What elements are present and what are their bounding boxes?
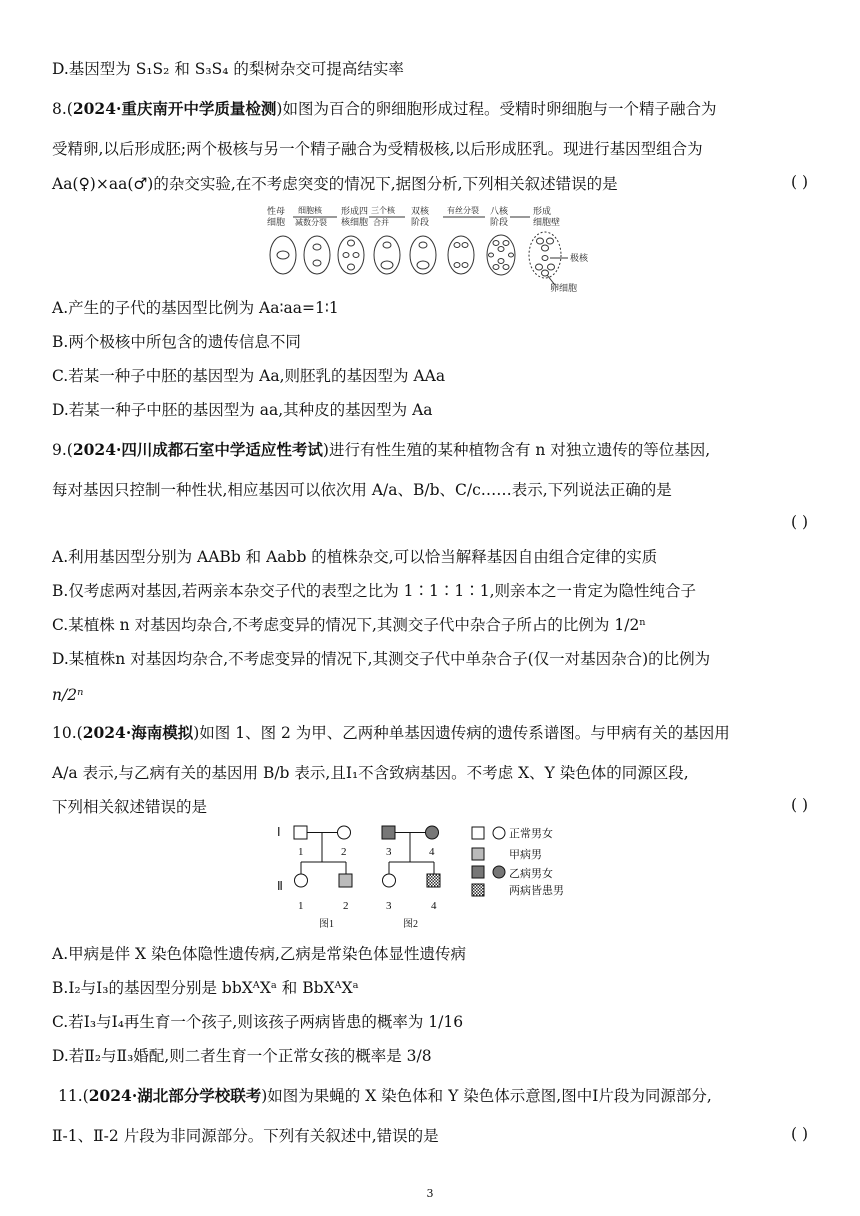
svg-text:阶段: 阶段 [411,217,430,227]
egg-cell-label: 卵细胞 [550,283,578,293]
q8-option-b: B.两个极核中所包含的遗传信息不同 [52,333,301,351]
generation-II: Ⅱ [277,879,283,893]
q8-lily-embryo-sac-figure [265,205,600,295]
q9-number: 9.( [52,441,73,459]
I3-disease-b-male [382,826,395,839]
q11-number: 11.( [58,1087,89,1105]
svg-text:阶段: 阶段 [490,217,509,227]
legend-normal-female [493,827,505,839]
q10-stem-line2: A/a 表示,与乙病有关的基因用 B/b 表示,且Ⅰ₁不含致病基因。不考虑 X、Y 染色体的同源区段, [52,764,689,782]
q10-option-a: A.甲病是伴 X 染色体隐性遗传病,乙病是常染色体显性遗传病 [52,945,466,963]
svg-text:细胞壁: 细胞壁 [533,217,561,227]
svg-text:4: 4 [431,900,437,912]
svg-text:双核: 双核 [411,206,430,216]
svg-text:八核: 八核 [490,206,509,216]
generation-I: Ⅰ [277,825,281,839]
legend-normal-male [472,827,484,839]
II4-both-diseases-male [427,874,440,887]
svg-text:4: 4 [429,846,435,858]
svg-text:形成: 形成 [533,206,552,216]
caption-fig2: 图2 [403,919,418,930]
q9-stem-tail: )进行有性生殖的某种植物含有 n 对独立遗传的等位基因, [322,441,711,459]
q9-answer-blank: ( ) [790,513,808,531]
svg-text:2: 2 [343,900,349,912]
q8-stem-tail: )如图为百合的卵细胞形成过程。受精时卵细胞与一个精子融合为 [276,100,717,118]
svg-text:核细胞: 核细胞 [341,217,369,227]
II1-normal-female [295,874,308,887]
q10-option-c: C.若Ⅰ₃与Ⅰ₄再生育一个孩子,则该孩子两病皆患的概率为 1/16 [52,1013,464,1031]
q10-number: 10.( [52,724,83,742]
q8-stem-line3: Aa(♀)×aa(♂)的杂交实验,在不考虑突变的情况下,据图分析,下列相关叙述错误的是 [52,175,618,193]
svg-text:有丝分裂: 有丝分裂 [447,206,479,215]
legend-disease-b-male [472,866,484,878]
q10-option-b: B.Ⅰ₂与Ⅰ₃的基因型分别是 bbXᴬXᵃ 和 BbXᴬXᵃ [52,979,359,997]
svg-text:正常男女: 正常男女 [509,828,553,840]
svg-text:细胞: 细胞 [267,217,286,227]
svg-text:三个核: 三个核 [371,206,395,215]
q7-option-d: D.基因型为 S₁S₂ 和 S₃S₄ 的梨树杂交可提高结实率 [52,60,404,78]
I4-disease-b-female [426,826,439,839]
q10-stem-line3: 下列相关叙述错误的是 [52,798,208,816]
q9-stem-line1 [52,439,808,461]
svg-text:甲病男: 甲病男 [509,849,542,861]
svg-text:1: 1 [298,846,304,858]
q11-stem-line2: Ⅱ-1、Ⅱ-2 片段为非同源部分。下列有关叙述中,错误的是 [52,1127,439,1145]
q8-option-d: D.若某一种子中胚的基因型为 aa,其种皮的基因型为 Aa [52,401,433,419]
q8-answer-blank: ( ) [790,173,808,191]
q10-option-d: D.若Ⅱ₂与Ⅱ₃婚配,则二者生育一个正常女孩的概率是 3/8 [52,1047,432,1065]
svg-text:3: 3 [386,846,392,858]
q9-source: 2024·四川成都石室中学适应性考试 [72,440,323,459]
q8-stem-line1 [52,98,808,120]
q10-source: 2024·海南模拟 [82,723,194,742]
svg-text:细胞核: 细胞核 [298,206,322,215]
page-number: 3 [426,1187,434,1200]
q8-option-c: C.若某一种子中胚的基因型为 Aa,则胚乳的基因型为 AAa [52,367,446,385]
q10-answer-blank: ( ) [790,796,808,814]
q10-stem-tail: )如图 1、图 2 为甲、乙两种单基因遗传病的遗传系谱图。与甲病有关的基因用 [193,724,730,742]
stage-label-1: 性母 [267,206,286,216]
q11-source: 2024·湖北部分学校联考 [88,1086,262,1105]
polar-nuclei-label: 极核 [570,253,589,263]
q9-option-b: B.仅考虑两对基因,若两亲本杂交子代的表型之比为 1∶1∶1∶1,则亲本之一肯定为隐性纯合子 [52,582,697,600]
q9-option-a: A.利用基因型分别为 AABb 和 Aabb 的植株杂交,可以恰当解释基因自由组合定律的实质 [52,548,658,566]
svg-text:合并: 合并 [373,218,389,227]
q8-number: 8.( [52,100,73,118]
q10-stem-line1 [52,722,808,744]
svg-text:两病皆患男: 两病皆患男 [509,885,564,897]
svg-text:形成四: 形成四 [341,206,369,216]
q8-stem-line2: 受精卵,以后形成胚;两个极核与另一个精子融合为受精极核,以后形成胚乳。现进行基因型组合为 [52,140,703,158]
I2-normal-female [338,826,351,839]
q9-option-d: D.某植株n 对基因均杂合,不考虑变异的情况下,其测交子代中单杂合子(仅一对基因杂合)的比例为 [52,650,711,668]
svg-text:乙病男女: 乙病男女 [509,868,553,880]
svg-text:减数分裂: 减数分裂 [295,218,327,227]
svg-text:1: 1 [298,900,304,912]
legend-disease-a-male [472,848,484,860]
q9-option-c: C.某植株 n 对基因均杂合,不考虑变异的情况下,其测交子代中杂合子所占的比例为 1/2ⁿ [52,616,647,634]
q11-stem-tail: )如图为果蝇的 X 染色体和 Y 染色体示意图,图中Ⅰ片段为同源部分, [261,1087,712,1105]
I1-normal-male [294,826,307,839]
legend-both-diseases-male [472,884,484,896]
legend-disease-b-female [493,866,505,878]
II2-disease-a-male [339,874,352,887]
svg-text:2: 2 [341,846,347,858]
q10-pedigree-figure [275,822,595,938]
q9-option-d-continued: n/2ⁿ [52,686,84,704]
q8-option-a: A.产生的子代的基因型比例为 Aa∶aa=1∶1 [52,299,339,317]
II3-normal-female [383,874,396,887]
caption-fig1: 图1 [319,919,334,930]
q8-source: 2024·重庆南开中学质量检测 [72,99,277,118]
svg-text:3: 3 [386,900,392,912]
q11-stem-line1 [58,1085,808,1107]
q11-answer-blank: ( ) [790,1125,808,1143]
q9-stem-line2: 每对基因只控制一种性状,相应基因可以依次用 A/a、B/b、C/c……表示,下列说法正确的是 [52,481,672,499]
